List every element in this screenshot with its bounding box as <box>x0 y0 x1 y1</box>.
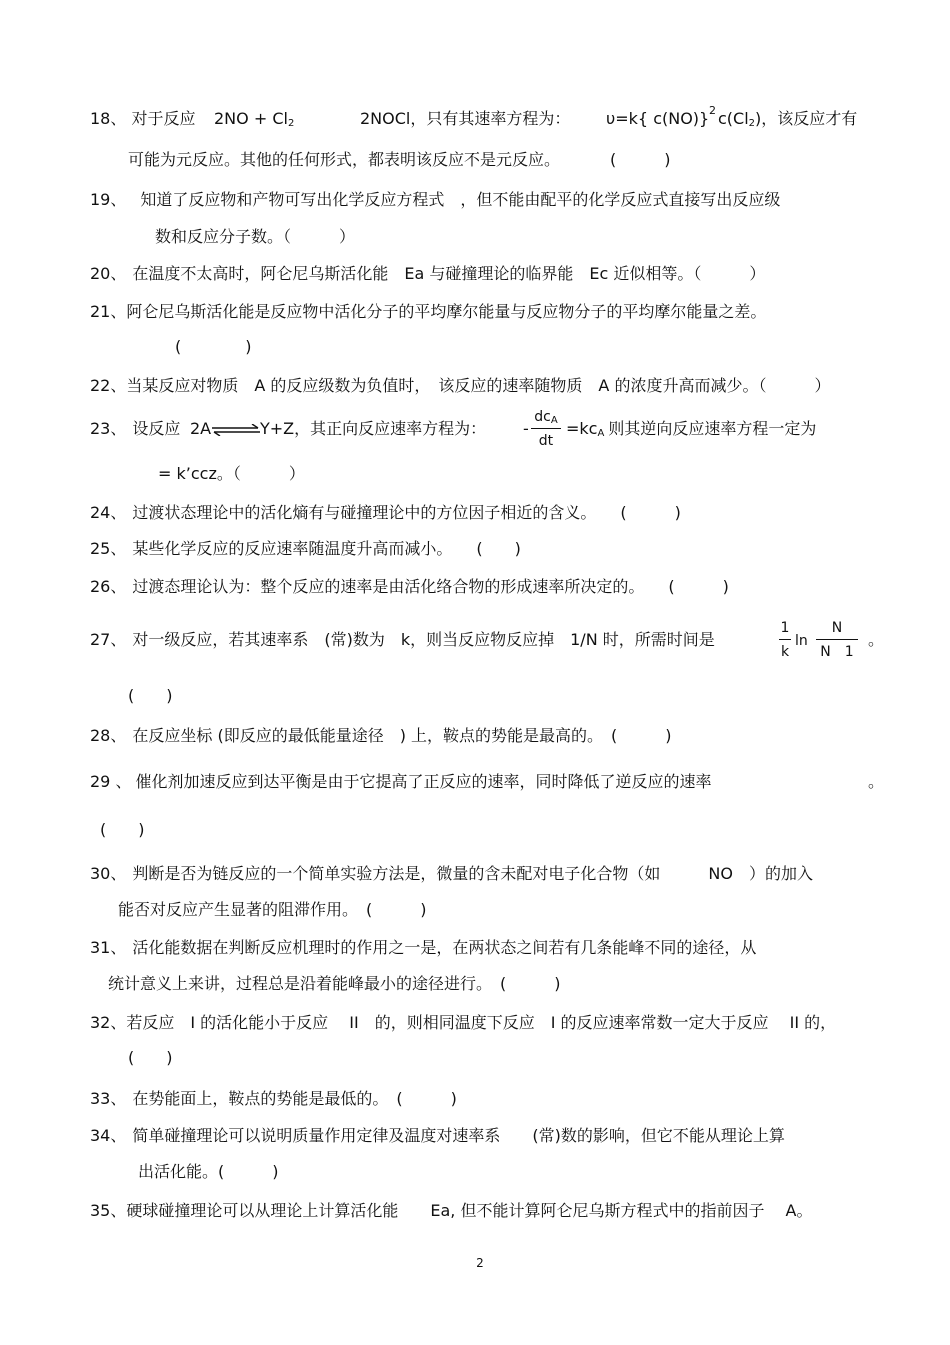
question-32-line-1 <box>90 1013 836 1033</box>
question-18-line-1 <box>90 109 195 129</box>
question-number: 20、 <box>90 264 127 283</box>
question-22 <box>90 376 830 396</box>
fraction-bar <box>779 639 791 640</box>
question-number: 21、 <box>90 302 127 321</box>
question-33 <box>90 1089 457 1109</box>
question-number: 26、 <box>90 577 127 596</box>
question-21 <box>90 302 766 322</box>
question-32-line-2: ( ) <box>128 1048 173 1067</box>
rate-equation <box>606 109 709 129</box>
question-30-line-2: 能否对反应产生显著的阻滞作用。 ( ) <box>118 900 427 919</box>
question-34-line-1 <box>90 1126 785 1146</box>
reaction-equation-right: 2NOCl，只有其速率方程为： <box>360 109 571 128</box>
question-number: 30、 <box>90 864 127 883</box>
question-29 <box>90 772 711 792</box>
question-number: 29 、 <box>90 772 132 791</box>
answer-parentheses: ( ) <box>175 337 252 356</box>
reaction-left: 2A <box>190 419 212 438</box>
question-18-line-2 <box>128 150 671 170</box>
equilibrium-arrow-icon <box>212 424 260 436</box>
fraction-bar <box>531 428 561 429</box>
subscript: A <box>550 415 558 426</box>
question-text: 催化剂加速反应到达平衡是由于它提高了正反应的速率，同时降低了逆反应的速率 <box>135 772 712 791</box>
question-text: 知道了反应物和产物可写出化学反应方程式 ，但不能由配平的化学反应式直接写出反应级 <box>140 190 781 209</box>
question-text: 过渡态理论认为：整个反应的速率是由活化络合物的形成速率所决定的。 ( ) <box>132 577 729 596</box>
question-text: 在势能面上，鞍点的势能是最低的。 ( ) <box>132 1089 457 1108</box>
period: 。 <box>868 630 885 649</box>
question-text: 在温度不太高时，阿仑尼乌斯活化能 Ea 与碰撞理论的临界能 Ec 近似相等。（ ） <box>132 264 766 283</box>
equation-text: 2NO + Cl <box>214 109 288 128</box>
question-text: 某些化学反应的反应速率随温度升高而减小。 ( ) <box>132 539 521 558</box>
question-text: 当某反应对物质 A 的反应级数为负值时， 该反应的速率随物质 A 的浓度升高而减少。（ ） <box>126 376 831 395</box>
rhs-text: =kc <box>566 419 598 438</box>
question-30-line-1 <box>90 864 813 884</box>
question-number: 27、 <box>90 630 127 649</box>
fraction-denominator: k <box>780 644 790 660</box>
question-text: 对于反应 <box>131 109 196 128</box>
subscript: 2 <box>748 118 756 129</box>
question-number: 34、 <box>90 1126 127 1145</box>
fraction-numerator: 1 <box>780 620 790 636</box>
question-text: 则其逆向反应速率方程一定为 <box>608 419 817 438</box>
question-25 <box>90 539 521 559</box>
question-number: 18、 <box>90 109 127 128</box>
ln-operator: ln <box>795 633 808 649</box>
question-31-line-1 <box>90 938 756 958</box>
question-text: 判断是否为链反应的一个简单实验方法是，微量的含未配对电子化合物（如 NO ）的加入 <box>132 864 813 883</box>
question-34-line-2: 出活化能。( ) <box>138 1162 279 1181</box>
minus-sign: - <box>523 419 529 438</box>
rate-text: )，该反应才有 <box>755 109 858 128</box>
question-number: 23、 <box>90 419 127 438</box>
question-28 <box>90 726 672 746</box>
fraction-numerator <box>531 409 561 429</box>
period: 。 <box>868 772 885 791</box>
fraction-bar <box>816 639 858 640</box>
question-text: 活化能数据在判断反应机理时的作用之一是，在两状态之间若有几条能峰不同的途径，从 <box>132 938 757 957</box>
question-35 <box>90 1201 813 1221</box>
rate-rhs <box>566 419 816 444</box>
question-19-line-2: 数和反应分子数。（ ） <box>155 227 356 246</box>
reaction-equation-left <box>214 109 294 134</box>
question-text: 对一级反应，若其速率系 (常)数为 k，则当反应物反应掉 1/N 时，所需时间是 <box>132 630 715 649</box>
question-text: 简单碰撞理论可以说明质量作用定律及温度对速率系 (常)数的影响，但它不能从理论上算 <box>132 1126 785 1145</box>
question-number: 35、 <box>90 1201 127 1220</box>
question-text: 硬球碰撞理论可以从理论上计算活化能 Ea, 但不能计算阿仑尼乌斯方程式中的指前因子 A。 <box>126 1201 813 1220</box>
rate-text: c(Cl <box>718 109 749 128</box>
answer-parentheses: ( ) <box>100 820 145 839</box>
rate-text: υ=k{ c(NO)} <box>606 109 710 128</box>
rate-equation-tail <box>718 109 857 134</box>
question-26 <box>90 577 729 597</box>
question-number: 19、 <box>90 190 127 209</box>
numerator-text: dc <box>534 409 551 425</box>
subscript: A <box>597 428 605 439</box>
fraction-denominator: N 1 <box>820 644 854 660</box>
answer-parentheses: ( ) <box>610 150 671 169</box>
question-text: 阿仑尼乌斯活化能是反应物中活化分子的平均摩尔能量与反应物分子的平均摩尔能量之差。 <box>126 302 767 321</box>
reaction-right: Y+Z，其正向反应速率方程为： <box>260 419 487 438</box>
question-20 <box>90 264 765 284</box>
superscript: 2 <box>709 104 716 117</box>
question-31-line-2: 统计意义上来讲，过程总是沿着能峰最小的途径进行。 ( ) <box>108 974 561 993</box>
question-number: 32、 <box>90 1013 127 1032</box>
question-text: 设反应 <box>132 419 181 438</box>
question-text: 若反应 I 的活化能小于反应 II 的，则相同温度下反应 I 的反应速率常数一定大于反应 II 的， <box>126 1013 837 1032</box>
question-number: 28、 <box>90 726 127 745</box>
question-24 <box>90 503 681 523</box>
question-number: 25、 <box>90 539 127 558</box>
fraction-denominator: dt <box>538 433 554 449</box>
question-text: 在反应坐标 (即反应的最低能量途径 ) 上，鞍点的势能是最高的。 ( ) <box>132 726 672 745</box>
question-number: 24、 <box>90 503 127 522</box>
fraction-numerator: N <box>831 620 843 636</box>
question-text: 过渡状态理论中的活化熵有与碰撞理论中的方位因子相近的含义。 ( ) <box>132 503 681 522</box>
question-19-line-1 <box>90 190 780 210</box>
question-27-line-1 <box>90 630 715 650</box>
question-23-line-1 <box>90 419 180 439</box>
answer-parentheses: ( ) <box>128 686 173 705</box>
question-23-line-2: = k’ccz。（ ） <box>158 464 305 483</box>
question-number: 33、 <box>90 1089 127 1108</box>
question-number: 31、 <box>90 938 127 957</box>
page-number: 2 <box>476 1256 484 1270</box>
subscript: 2 <box>287 118 295 129</box>
question-text: 可能为元反应。其他的任何形式，都表明该反应不是元反应。 <box>128 150 561 169</box>
question-number: 22、 <box>90 376 127 395</box>
